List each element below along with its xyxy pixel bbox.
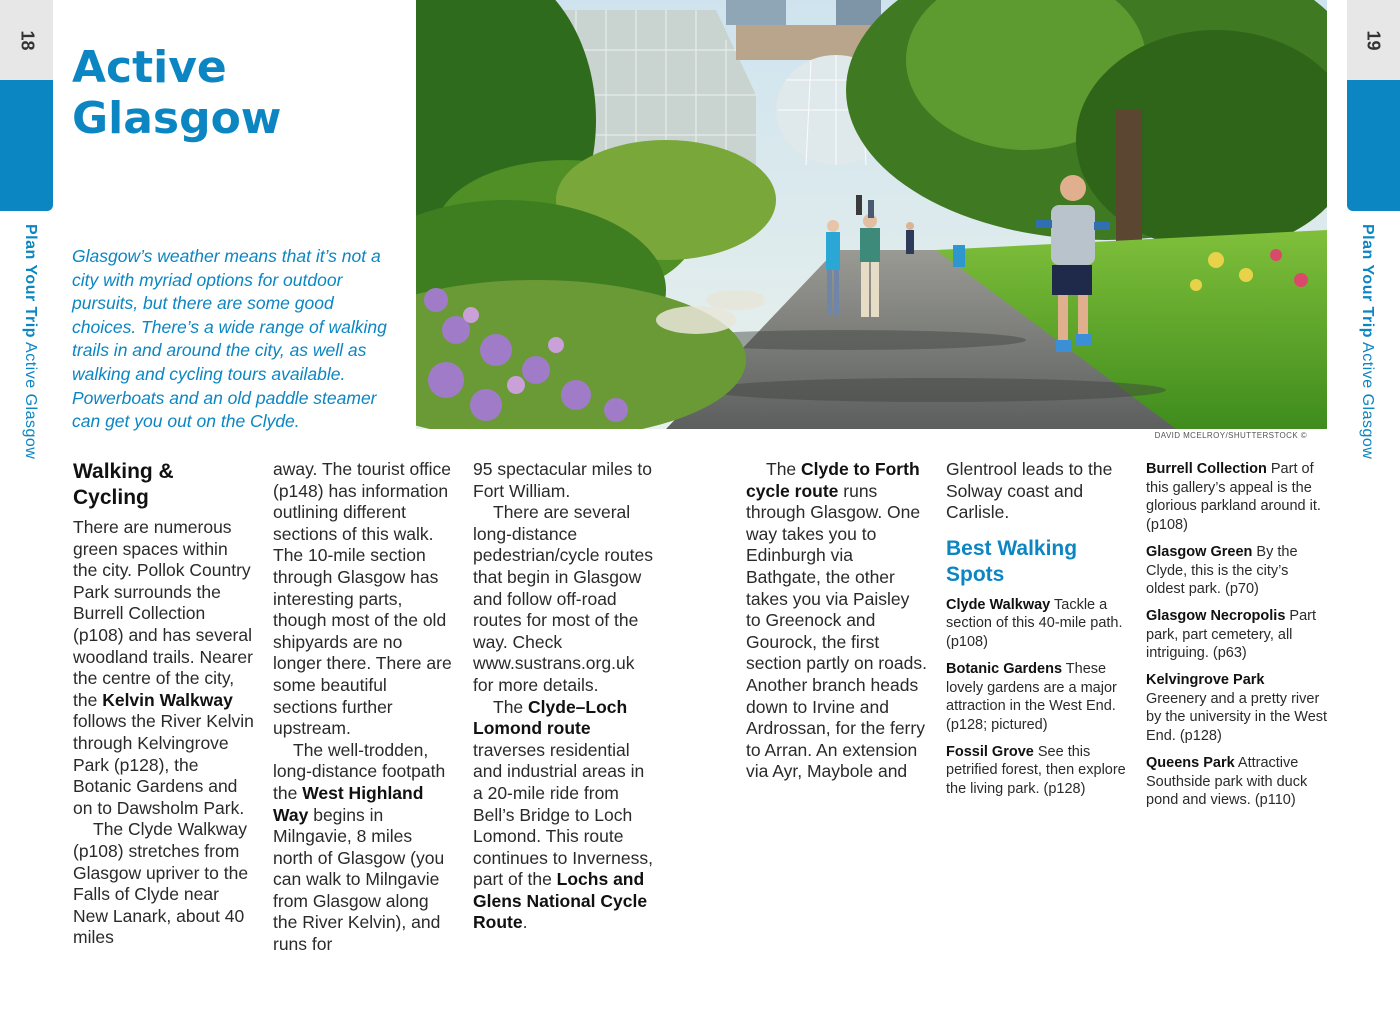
right-running-label <box>1358 224 1376 459</box>
text-column-5 <box>946 459 1128 807</box>
left-page-number: 18 <box>17 30 38 51</box>
paragraph-clyde-forth: The Clyde to Forth cycle route runs through Glasgow. One way takes you to Edinburgh via Bathgate, the other takes you via Paisley to Greenock and Gourock, the first section partly on roads. Another branch heads down to Irvine and Ardrossan, for the ferry to Arran. An extension via Ayr, Maybole and <box>746 459 927 782</box>
paragraph-cycle-routes: There are several long-distance pedestrian/cycle routes that begin in Glasgow and follow off-road routes for most of the way. Check www.sustrans.org.uk for more details. <box>473 502 653 695</box>
spot-glasgow-necropolis: Glasgow Necropolis Part park, part cemetery, all intriguing. (p63) <box>1146 607 1317 662</box>
paragraph-west-highland-way: The well-trodden, long-distance footpath the West Highland Way begins in Milngavie, 8 miles north of Glasgow (you can walk to Milngavie from Glasgow along the River Kelvin), and runs for <box>273 739 446 955</box>
paragraph-clyde-loch-lomond: The Clyde–Loch Lomond route traverses residential and industrial areas in a 20-mile ride from Bell’s Bridge to Loch Lomond. This route continues to Inverness, part of the Lochs and Glens National Cycle Route. <box>473 696 653 933</box>
spot-clyde-walkway: Clyde Walkway Tackle a section of this 40-mile path. (p108) <box>946 596 1123 651</box>
photo-illustration <box>416 0 1327 429</box>
paragraph-tourist-office: away. The tourist office (p148) has information outlining different sections of this walk. The 10-mile section through Glasgow has interesting parts, though most of the old shipyards are no longer there. There are some beautiful sections further upstream. <box>273 459 452 739</box>
clyde-loch-lomond-term: Clyde–Loch Lomond route <box>473 696 628 739</box>
text-column-4 <box>746 459 928 783</box>
spot-glasgow-green: Glasgow Green By the Clyde, this is the city’s oldest park. (p70) <box>1146 543 1298 598</box>
intro-paragraph: Glasgow’s weather means that it’s not a city with myriad options for outdoor pursuits, but there are some good choices. There’s a wide range of walking trails in and around the city, as well as walking and cycling tours available. Powerboats and an old paddle steamer can get you out on the Clyde. <box>72 246 387 432</box>
text-column-1 <box>73 459 255 949</box>
text-column-2 <box>273 459 455 956</box>
west-highland-way-term: West Highland Way <box>273 782 424 825</box>
section-heading-walking-cycling: Walking & Cycling <box>73 460 174 509</box>
paragraph-clyde-walkway: The Clyde Walkway (p108) stretches from Glasgow upriver to the Falls of Clyde near New Lanark, about 40 miles <box>73 819 249 948</box>
left-section-label: Plan Your Trip <box>22 224 39 338</box>
paragraph-glentrool: Glentrool leads to the Solway coast and Carlisle. <box>946 459 1113 523</box>
paragraph-fort-william: 95 spectacular miles to Fort William. <box>473 459 652 501</box>
right-page-number: 19 <box>1363 30 1384 51</box>
spot-burrell-collection: Burrell Collection Part of this gallery’s appeal is the glorious parkland around it. (p108) <box>1146 461 1321 534</box>
spot-kelvingrove-park: Kelvingrove Park Greenery and a pretty river by the university in the West End. (p128) <box>1146 672 1328 745</box>
title-line-2: Glasgow <box>72 93 282 144</box>
right-section-tab <box>1347 80 1400 211</box>
botanic-gardens-photo <box>416 0 1327 429</box>
left-running-label <box>21 224 39 459</box>
clyde-forth-term: Clyde to Forth cycle route <box>746 459 920 501</box>
text-column-3 <box>473 459 655 934</box>
left-chapter-label: Active Glasgow <box>22 342 39 460</box>
left-section-tab <box>0 80 53 211</box>
best-walking-spots-heading: Best Walking Spots <box>946 536 1078 586</box>
right-chapter-label: Active Glasgow <box>1359 342 1376 460</box>
spot-fossil-grove: Fossil Grove See this petrified forest, then explore the living park. (p128) <box>946 743 1126 798</box>
spot-botanic-gardens: Botanic Gardens These lovely gardens are a major attraction in the West End. (p128; pictured) <box>946 660 1117 733</box>
text-column-6 <box>1146 460 1328 818</box>
kelvin-walkway-term: Kelvin Walkway <box>102 689 233 710</box>
spot-queens-park: Queens Park Attractive Southside park with duck pond and views. (p110) <box>1146 754 1308 809</box>
paragraph-green-spaces: There are numerous green spaces within the city. Pollok Country Park surrounds the Burrell Collection (p108) and has several woodland trails. Nearer the centre of the city, the Kelvin Walkway follows the River Kelvin through Kelvingrove Park (p128), the Botanic Gardens and on to Dawsholm Park. <box>73 517 254 818</box>
photo-credit: DAVID MCELROY/SHUTTERSTOCK © <box>1154 431 1307 440</box>
lochs-glens-term: Lochs and Glens National Cycle Route <box>473 869 648 933</box>
page-title <box>72 42 281 144</box>
right-section-label: Plan Your Trip <box>1359 224 1376 338</box>
title-line-1: Active <box>72 42 227 93</box>
